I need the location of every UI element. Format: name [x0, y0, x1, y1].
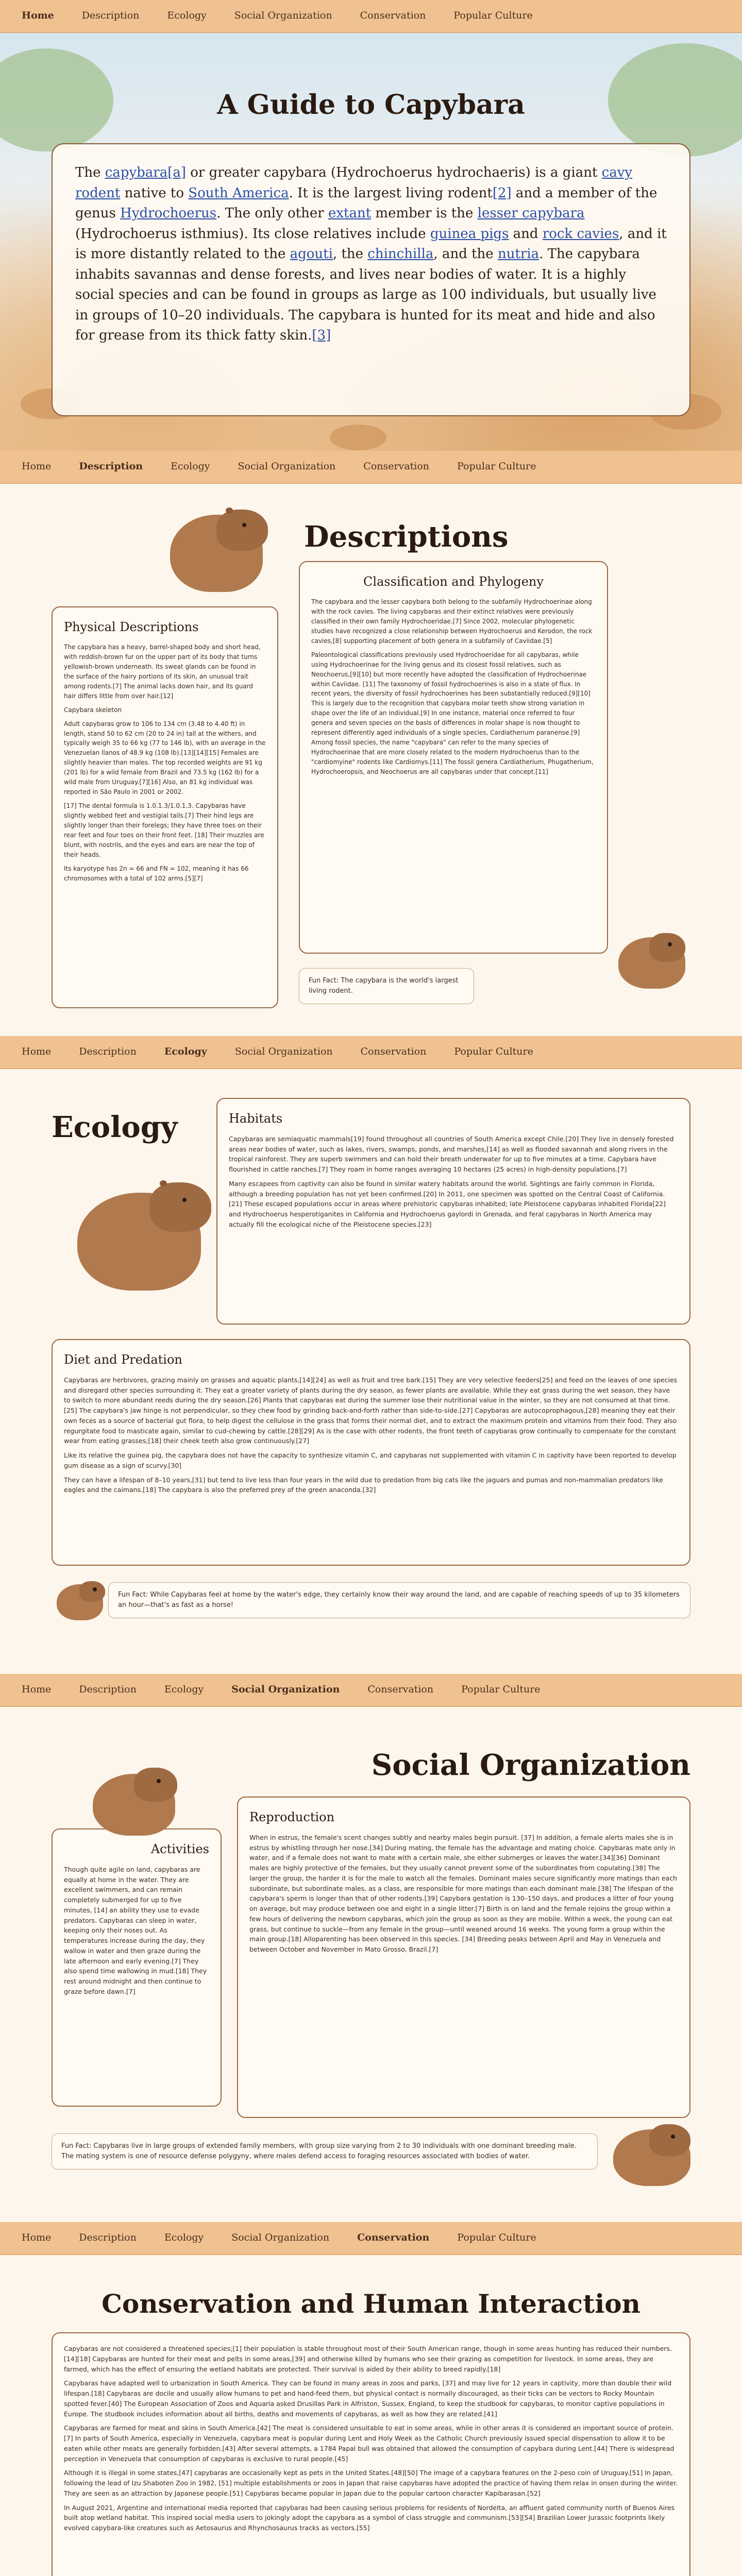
intro-text: native to [120, 185, 189, 201]
nav-home[interactable]: Home [22, 1684, 52, 1696]
link-guinea-pigs[interactable]: guinea pigs [430, 226, 509, 242]
paragraph: Many escapees from captivity can also be found in similar watery habitats around the world. Sightings are fairly common in Florida, although a breeding population has not yet been confirmed.[20] In 2011, one specimen was spotted on the Central Coast of California. [21] These escaped populations occur in areas where prehistoric capybaras inhabited; late Pleistocene capybaras inhabited Florida[22] and Hydrochoerus hesperotiganites in California and Hydrochoerus gaylordi in Grenada, and feral capybaras in North America may actually fill the ecological niche of the Pleistocene species.[23] [229, 1179, 666, 1228]
section-nav [0, 2222, 742, 2255]
nav-popular-culture[interactable]: Popular Culture [461, 1684, 541, 1696]
capybara-eye [93, 1587, 97, 1591]
image-caption: Capybara skeleton [64, 706, 122, 714]
paragraph: When in estrus, the female's scent changes subtly and nearby males begin pursuit. [37] In addition, a female alerts males she is in estrus by whistling through her nose.[34] During mating, the female has the advantage and mating choice. Capybaras mate only in water, and if a female does not want to mate with a certain male, she either submerges or leaves the water.[34][36] Dominant males are highly protective of the females, but they usually cannot prevent some of the subordinates from copulating.[38] The larger the group, the harder it is for the male to watch all the females. Dominant males secure significantly more matings than each subordinate, but subordinate males, as a class, are responsible for more matings than each dominant male.[38] The lifespan of the capybara's sperm is longer than that of other rodents.[39] Capybara gestation is 130–150 days, and produces a litter of four young on average, but may produce between one and eight in a single litter.[7] Birth is on land and the female rejoins the group within a few hours of delivering the newborn capybaras, which join the group as soon as they are mobile. Within a week, the young can eat grass, but continue to suckle—from any female in the group—until weaned around 16 weeks. The young form a group within the main group.[18] Alloparenting has been observed in this species. [34] Breeding peaks between April and May in Venezuela and between October and November in Mato Grosso, Brazil.[7] [249, 1833, 678, 1954]
nav-popular-culture[interactable]: Popular Culture [457, 461, 536, 472]
nav-description[interactable]: Description [79, 1046, 137, 1058]
link-south-america[interactable]: South America [188, 185, 289, 201]
capybara-illustration [613, 2129, 690, 2186]
paragraph: Capybaras are not considered a threatened species;[1] their population is stable throughout most of their South American range, though in some areas hunting has reduced their numbers.[14][18] Capybaras are hunted for their meat and pelts in some areas,[39] and otherwise killed by humans who see their grazing as competition for livestock. In some areas, they are farmed, which has the effect of ensuring the wetland habitats are protected. Their survival is aided by their ability to breed rapidly.[18] [64, 2345, 672, 2373]
section-nav [0, 451, 742, 484]
section-title: Social Organization [371, 1748, 690, 1782]
card-heading: Physical Descriptions [64, 620, 199, 634]
capybara-head [134, 1768, 177, 1802]
nav-conservation[interactable]: Conservation [367, 1684, 434, 1696]
paragraph: Capybaras are farmed for meat and skins in South America.[42] The meat is considered unsuitable to eat in some areas, while in other areas it is considered an important source of protein.[7] In parts of South America, especially in Venezuela, capybara meat is popular during Lent and Holy Week as the Catholic Church previously issued special dispensation to allow it to be eaten while other meats are generally forbidden.[43] After several attempts, a 1784 Papal bull was obtained that allowed the consumption of capybara during Lent.[44] There is widespread perception in Venezuela that consumption of capybaras is exclusive to rural people.[45] [64, 2424, 674, 2463]
ecology-section [0, 1069, 742, 1674]
page-title: A Guide to Capybara [217, 89, 525, 121]
capybara-eye [242, 523, 246, 527]
card-heading: Classification and Phylogeny [363, 574, 544, 589]
intro-text: . The only other [216, 206, 328, 222]
capybara-head [649, 2124, 690, 2156]
nav-ecology[interactable]: Ecology [164, 2232, 204, 2244]
capybara-illustration [170, 515, 263, 592]
nav-popular-culture[interactable]: Popular Culture [454, 1046, 533, 1058]
nav-social-organization[interactable]: Social Organization [238, 461, 336, 472]
capybara-eye [671, 2134, 675, 2139]
capybara-illustration [93, 1774, 175, 1836]
nav-description[interactable]: Description [79, 2232, 137, 2244]
nav-popular-culture[interactable]: Popular Culture [457, 2232, 536, 2244]
paragraph: Like its relative the guinea pig, the capybara does not have the capacity to synthesize vitamin C, and capybaras not supplemented with vitamin C in captivity have been reported to develop gum disease as a sign of scurvy.[30] [64, 1451, 677, 1469]
capybara-silhouette [330, 425, 386, 450]
paragraph: Adult capybaras grow to 106 to 134 cm (3.48 to 4.40 ft) in length, stand 50 to 62 cm (20 to 24 in) tall at the withers, and typically weigh 35 to 66 kg (77 to 146 lb), with an average in the Venezuelan llanos of 48.9 kg (108 lb).[13][14][15] Females are slightly heavier than males. The top recorded weights are 91 kg (201 lb) for a wild female from Brazil and 73.5 kg (162 lb) for a wild male from Uruguay.[7][16] Also, an 81 kg individual was reported in São Paulo in 2001 or 2002. [64, 720, 266, 796]
link-hydrochoerus[interactable]: Hydrochoerus [120, 206, 217, 222]
nav-ecology[interactable]: Ecology [171, 461, 210, 472]
nav-social-organization[interactable]: Social Organization [231, 2232, 330, 2244]
link-chinchilla[interactable]: chinchilla [367, 246, 434, 262]
nav-ecology[interactable]: Ecology [167, 10, 207, 22]
ref-link[interactable]: [a] [167, 165, 187, 180]
physical-descriptions-card [52, 606, 278, 1008]
nav-home[interactable]: Home [22, 461, 52, 472]
nav-home[interactable]: Home [22, 10, 54, 22]
capybara-ear [226, 507, 233, 514]
section-title: Ecology [52, 1110, 178, 1144]
paragraph: Capybaras have adapted well to urbanization in South America. They can be found in many areas in zoos and parks, [37] and may live for 12 years in captivity, more than double their wild lifespan.[18] Capybaras are docile and usually allow humans to pet and hand-feed them, but physical contact is normally discouraged, as their ticks can be vectors to Rocky Mountain spotted fever.[40] The European Association of Zoos and Aquaria asked Drusillas Park in Alfriston, Sussex, England, to keep the studbook for capybaras, to monitor captive populations in Europe. The studbook includes information about all births, deaths and movements of capybaras, as well as how they are related.[41] [64, 2379, 672, 2418]
intro-text: and [509, 226, 543, 242]
nav-home[interactable]: Home [22, 2232, 52, 2244]
descriptions-section [0, 484, 742, 1036]
intro-text: . The capybara inhabits savannas and dense forests, and lives near bodies of water. It is a highly social species and can be found in groups as large as 100 individuals, but usually live in groups of 10–20 individuals. The capybara is hunted for its meat and hide and also for grease from its thick fatty skin. [75, 246, 656, 344]
link-rock-cavies[interactable]: rock cavies [542, 226, 619, 242]
capybara-illustration [618, 937, 685, 989]
intro-text: and a member of the genus [75, 185, 657, 222]
capybara-illustration [57, 1584, 103, 1620]
link-extant[interactable]: extant [328, 206, 372, 222]
intro-card [52, 143, 690, 416]
intro-text: (Hydrochoerus isthmius). Its close relatives include [75, 226, 430, 242]
nav-ecology[interactable]: Ecology [164, 1684, 204, 1696]
paragraph: In August 2021, Argentine and international media reported that capybaras had been causing serious problems for residents of Nordelta, an affluent gated community north of Buenos Aires built atop wetland habitat. This inspired social media users to jokingly adopt the capybara as a symbol of class struggle and communism.[53][54] Brazilian Lower Jurassic footprints likely evolved capybara-like creatures such as Aetosaurus and Rhynchosaurus tracks as vectors.[55] [64, 2503, 675, 2532]
section-nav [0, 1036, 742, 1069]
link-cavy[interactable]: cavy [601, 165, 633, 180]
diet-predation-card [52, 1339, 690, 1566]
intro-text: , and it is more distantly related to the [75, 226, 667, 262]
card-heading: Habitats [229, 1111, 283, 1126]
link-nutria[interactable]: nutria [497, 246, 539, 262]
intro-text: , and the [433, 246, 498, 262]
fun-fact-box: Fun Fact: While Capybaras feel at home by the water's edge, they certainly know their way around the land, and are capable of reaching speeds of up to 35 kilometers an hour—that's as fast as a horse! [108, 1582, 690, 1618]
nav-social-organization[interactable]: Social Organization [231, 1684, 340, 1696]
conservation-card [52, 2332, 690, 2576]
paragraph: Though quite agile on land, capybaras are equally at home in the water. They are excellent swimmers, and can remain completely submerged for up to five minutes, [14] an ability they use to evade predators. Capybaras can sleep in water, keeping only their noses out. As temperatures increase during the day, they wallow in water and then graze during the late afternoon and early evening.[7] They also spend time wallowing in mud.[18] They rest around midnight and then continue to graze before dawn.[7] [64, 1865, 207, 1995]
ref-link[interactable]: [2] [492, 185, 512, 201]
capybara-eye [668, 942, 672, 946]
section-nav [0, 1674, 742, 1707]
intro-text: . It is the largest living rodent [289, 185, 493, 201]
section-title: Conservation and Human Interaction [102, 2289, 640, 2319]
fun-fact-box: Fun Fact: Capybaras live in large groups of extended family members, with group size varying from 2 to 30 individuals with one dominant breeding male. The mating system is one of resource defense polygyny, where males defend access to foraging resources associated with bodies of water. [52, 2133, 598, 2170]
capybara-eye [157, 1779, 161, 1783]
nav-popular-culture[interactable]: Popular Culture [453, 10, 533, 22]
top-nav [0, 0, 742, 33]
nav-conservation[interactable]: Conservation [357, 2232, 430, 2244]
reproduction-card [237, 1797, 690, 2118]
section-title: Descriptions [304, 520, 509, 554]
hero-section [0, 33, 742, 451]
card-heading: Diet and Predation [64, 1352, 182, 1367]
nav-conservation[interactable]: Conservation [363, 461, 430, 472]
classification-card [299, 561, 608, 954]
paragraph: They can have a lifespan of 8–10 years,[31] but tend to live less than four years in the wild due to predation from big cats like the jaguars and pumas and non-mammalian predators like eagles and the caimans.[18] The capybara is also the preferred prey of the green anaconda.[32] [64, 1476, 663, 1494]
capybara-head [149, 1182, 211, 1232]
paragraph: Paleontological classifications previously used Hydrochoeridae for all capybaras, while using Hydrochoerinae for the living genus and its closest fossil relatives, such as Neochoerus,[9][10] but more recently have adopted the classification of Hydrochoerinae within Caviidae. [11] The taxonomy of fossil hydrochoerines is also in a state of flux. In recent years, the diversity of fossil hydrochoerines has been substantially reduced.[9][10] This is largely due to the recognition that capybara molar teeth show strong variation in shape over the life of an individual.[9] In one instance, material once referred to four genera and seven species on the basis of differences in molar shape is now thought to represent differently aged individuals of a single species, Cardiatherium paranense.[9] Among fossil species, the name "capybara" can refer to the many species of Hydrochoerinae that are more closely related to the modern Hydrochoerus than to the "cardiomyine" rodents like Cardiomys.[11] The fossil genera Cardiatherium, Phugatherium, Hydrochoeropsis, and Neochoerus are all capybaras under that concept.[11] [311, 651, 594, 776]
conservation-section [0, 2255, 742, 2576]
link-capybara[interactable]: capybara [105, 165, 168, 180]
link-lesser-capybara[interactable]: lesser capybara [477, 206, 585, 222]
paragraph: The capybara has a heavy, barrel-shaped body and short head, with reddish-brown fur on the upper part of its body that turns yellowish-brown underneath. Its sweat glands can be found in the surface of the hairy portions of its skin, an unusual trait among rodents.[7] The animal lacks down hair, and its guard hair differs little from over hair.[12] [64, 643, 261, 700]
fun-fact-box: Fun Fact: The capybara is the world's largest living rodent. [299, 968, 474, 1004]
nav-social-organization[interactable]: Social Organization [234, 1046, 333, 1058]
nav-home[interactable]: Home [22, 1046, 52, 1058]
capybara-ear [160, 1180, 167, 1187]
nav-ecology[interactable]: Ecology [164, 1046, 207, 1058]
paragraph: Its karyotype has 2n = 66 and FN = 102, meaning it has 66 chromosomes with a total of 102 arms.[5][7] [64, 865, 249, 882]
intro-text: member is the [371, 206, 478, 222]
card-heading: Activities [150, 1842, 209, 1856]
paragraph: [17] The dental formula is 1.0.1.3/1.0.1.3. Capybaras have slightly webbed feet and vestigial tails.[7] Their hind legs are slightly longer than their forelegs; they have three toes on their rear feet and four toes on their front feet. [18] Their muzzles are blunt, with nostrils, and the eyes and ears are near the top of their heads. [64, 802, 264, 858]
intro-text: or greater capybara (Hydrochoerus hydrochaeris) is a giant [186, 165, 602, 180]
capybara-illustration [77, 1193, 201, 1291]
paragraph: Although it is illegal in some states,[47] capybaras are occasionally kept as pets in the United States.[48][50] The image of a capybara features on the 2-peso coin of Uruguay.[51] In Japan, following the lead of Izu Shaboten Zoo in 1982, [51] multiple establishments or zoos in Japan that raise capybaras have adopted the practice of having them relax in onsen during the winter. They are seen as an attraction by Japanese people.[51] Capybaras became popular in Japan due to the popular cartoon character Kapibarasan.[52] [64, 2469, 678, 2497]
capybara-head [79, 1581, 105, 1602]
capybara-eye [182, 1198, 187, 1202]
nav-description[interactable]: Description [81, 10, 140, 22]
nav-conservation[interactable]: Conservation [360, 10, 426, 22]
paragraph: Capybaras are semiaquatic mammals[19] found throughout all countries of South America except Chile.[20] They live in densely forested areas near bodies of water, such as lakes, rivers, swamps, ponds, and marshes,[14] as well as flooded savannah and along rivers in the tropical rainforest. They are superb swimmers and can hold their breath underwater for up to five minutes at a time. Capybara have flourished in cattle ranches.[7] They roam in home ranges averaging 10 hectares (25 acres) in high-density populations.[7] [229, 1134, 674, 1174]
link-rodent[interactable]: rodent [75, 185, 121, 201]
paragraph: Capybaras are herbivores, grazing mainly on grasses and aquatic plants,[14][24] as well as fruit and tree bark.[15] They are very selective feeders[25] and feed on the leaves of one species and disregard other species surrounding it. They eat a greater variety of plants during the dry season, as fewer plants are available. While they eat grass during the wet season, they have to switch to more abundant reeds during the dry season.[26] Plants that capybaras eat during the summer lose their nutritional value in the winter, so they are not consumed at that time.[25] The capybara's jaw hinge is not perpendicular, so they chew food by grinding back-and-forth rather than side-to-side.[27] Capybaras are autocoprophagous,[28] meaning they eat their own feces as a source of bacterial gut flora, to help digest the cellulose in the grass that forms their normal diet, and to extract the maximum protein and vitamins from their food. They also regurgitate food to masticate again, similar to cud-chewing by cattle.[28][29] As is the case with other rodents, the front teeth of capybaras grow continually to compensate for the constant wear from eating grasses;[18] their cheek teeth also grow continuously.[27] [64, 1376, 678, 1445]
intro-text: The [75, 165, 105, 180]
card-heading: Reproduction [249, 1810, 335, 1824]
nav-social-organization[interactable]: Social Organization [234, 10, 332, 22]
capybara-head [216, 510, 268, 551]
nav-conservation[interactable]: Conservation [360, 1046, 427, 1058]
capybara-head [649, 933, 685, 962]
nav-description[interactable]: Description [79, 461, 143, 472]
ref-link[interactable]: [3] [312, 328, 331, 344]
intro-text: , the [332, 246, 368, 262]
habitats-card [216, 1098, 690, 1325]
nav-description[interactable]: Description [79, 1684, 137, 1696]
activities-card [52, 1828, 222, 2107]
social-organization-section [0, 1707, 742, 2222]
link-agouti[interactable]: agouti [290, 246, 333, 262]
paragraph: The capybara and the lesser capybara both belong to the subfamily Hydrochoerinae along with the rock cavies. The living capybaras and their extinct relatives were previously classified in their own family Hydrochoeridae.[7] Since 2002, molecular phylogenetic studies have recognized a close relationship between Hydrochoerus and Kerodon, the rock cavies,[8] supporting placement of both genera in a subfamily of Caviidae.[5] [311, 598, 593, 645]
